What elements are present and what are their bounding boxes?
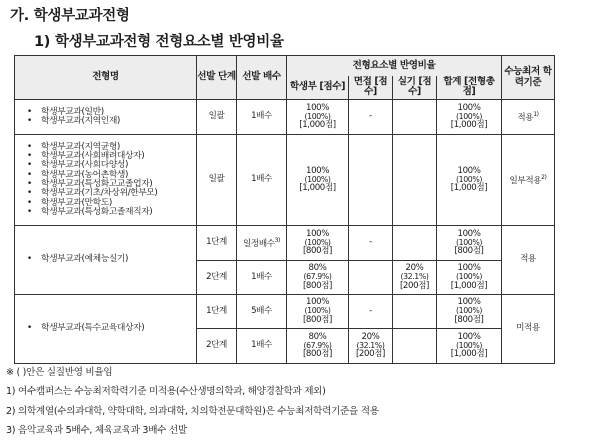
practical-cell xyxy=(393,329,437,364)
record-cell: 100% (100%) [1,000점] xyxy=(287,135,349,226)
stage-cell: 1단계 xyxy=(197,295,237,329)
header-name: 전형명 xyxy=(15,56,197,100)
subsection-heading: 1) 학생부교과전형 전형요소별 반영비율 xyxy=(34,34,284,50)
list-item: • 학생부교과(특성화고졸재직자) xyxy=(27,208,196,217)
header-record: 학생부 [점수] xyxy=(287,76,349,100)
table-row xyxy=(15,226,555,261)
csat-cell: 적용 xyxy=(502,226,555,295)
list-item: • 학생부교과(예체능실기) xyxy=(27,255,196,264)
interview-cell: - xyxy=(349,295,393,329)
stage-cell: 2단계 xyxy=(197,261,237,295)
footnote: 3) 음악교육과 5배수, 체육교육과 3배수 선발 xyxy=(6,425,187,437)
table-row xyxy=(15,295,555,329)
csat-cell: 일부적용$^{2)}$ xyxy=(502,135,555,226)
interview-cell xyxy=(349,135,393,226)
stage-cell: 일괄 xyxy=(197,100,237,135)
row-names xyxy=(15,295,197,364)
list-item: • 학생부교과(특수교육대상자) xyxy=(27,324,196,333)
total-cell: 100% (100%) [1,000점] xyxy=(437,261,502,295)
header-practical: 실기 [점수] xyxy=(393,76,437,100)
total-cell: 100% (100%) [1,000점] xyxy=(437,135,502,226)
multiple-cell: 5배수 xyxy=(237,295,287,329)
record-cell: 80% (67.9%) [800점] xyxy=(287,261,349,295)
footnote: 2) 의학계열(수의과대학, 약학대학, 의과대학, 치의학전문대학원)은 수능최저학력기준을 적용 xyxy=(6,405,379,417)
multiple-cell: 일정배수$^{3)}$ xyxy=(237,226,287,261)
section-heading: 가. 학생부교과전형 xyxy=(10,8,130,24)
interview-cell: - xyxy=(349,100,393,135)
csat-cell: 적용$^{1)}$ xyxy=(502,100,555,135)
csat-cell: 미적용 xyxy=(502,295,555,364)
practical-cell xyxy=(393,295,437,329)
footnote: ※ ( )안은 실질반영 비율임 xyxy=(6,367,113,378)
list-item: • 학생부교과(지역인재) xyxy=(27,117,196,126)
practical-cell xyxy=(393,100,437,135)
list-item: • 학생부교과(만학도) xyxy=(27,199,196,208)
multiple-cell: 1배수 xyxy=(237,261,287,295)
ratio-table xyxy=(14,55,555,364)
header-total: 합계 [전형총점] xyxy=(437,76,502,100)
record-cell: 100% (100%) [800점] xyxy=(287,226,349,261)
footnote: 1) 여수캠퍼스는 수능최저학력기준 미적용(수산생명의학과, 해양경찰학과 제외) xyxy=(6,386,326,398)
stage-cell: 2단계 xyxy=(197,329,237,364)
multiple-cell: 1배수 xyxy=(237,329,287,364)
list-item: • 학생부교과(일반) xyxy=(27,108,196,117)
header-stage: 선발 단계 xyxy=(197,56,237,100)
row-names xyxy=(15,226,197,295)
row-names xyxy=(15,100,197,135)
record-cell: 80% (67.9%) [800점] xyxy=(287,329,349,364)
list-item: • 학생부교과(지역균형) xyxy=(27,143,196,152)
total-cell: 100% (100%) [800점] xyxy=(437,226,502,261)
header-ratio-group: 전형요소별 반영비율 xyxy=(287,56,502,76)
interview-cell xyxy=(349,261,393,295)
header-multiple: 선발 배수 xyxy=(237,56,287,100)
table-row xyxy=(15,135,555,226)
record-cell: 100% (100%) [800점] xyxy=(287,295,349,329)
practical-cell xyxy=(393,226,437,261)
header-interview: 면접 [점수] xyxy=(349,76,393,100)
stage-cell: 일괄 xyxy=(197,135,237,226)
list-item: • 학생부교과(농어촌학생) xyxy=(27,171,196,180)
multiple-cell: 1배수 xyxy=(237,135,287,226)
table-row xyxy=(15,100,555,135)
record-cell: 100% (100%) [1,000점] xyxy=(287,100,349,135)
stage-cell: 1단계 xyxy=(197,226,237,261)
interview-cell: - xyxy=(349,226,393,261)
footnotes xyxy=(6,363,379,441)
list-item: • 학생부교과(사회배려대상자) xyxy=(27,152,196,161)
practical-cell xyxy=(393,135,437,226)
row-names xyxy=(15,135,197,226)
total-cell: 100% (100%) [1,000점] xyxy=(437,329,502,364)
header-csat: 수능최저 학력기준 xyxy=(502,56,555,100)
total-cell: 100% (100%) [800점] xyxy=(437,295,502,329)
multiple-cell: 1배수 xyxy=(237,100,287,135)
total-cell: 100% (100%) [1,000점] xyxy=(437,100,502,135)
list-item: • 학생부교과(기초/차상위/한부모) xyxy=(27,189,196,198)
list-item: • 학생부교과(사회다양성) xyxy=(27,161,196,170)
interview-cell: 20% (32.1%) [200점] xyxy=(349,329,393,364)
list-item: • 학생부교과(특성화고교졸업자) xyxy=(27,180,196,189)
practical-cell: 20% (32.1%) [200점] xyxy=(393,261,437,295)
